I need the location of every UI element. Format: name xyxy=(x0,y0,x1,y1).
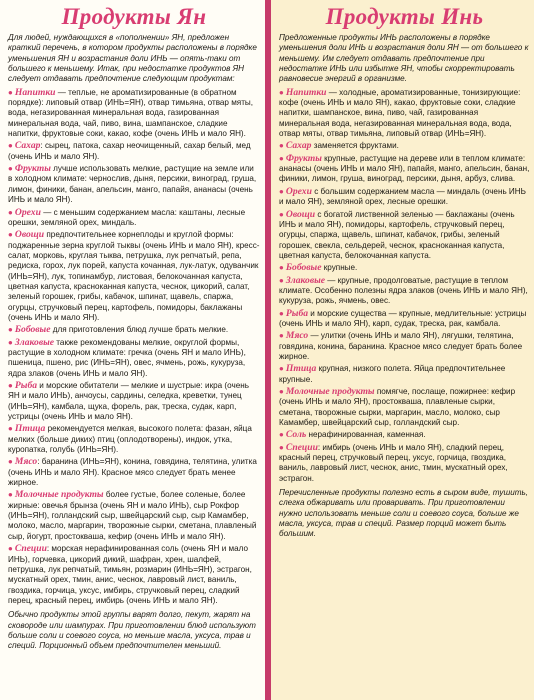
entry-term: Соль xyxy=(285,429,307,441)
bullet-icon: ● xyxy=(8,87,13,97)
bullet-icon: ● xyxy=(8,490,13,500)
bullet-icon: ● xyxy=(279,263,284,273)
yang-entry xyxy=(8,338,260,379)
entry-term: Напитки xyxy=(285,86,327,98)
entry-text: лучше использовать мелкие, растущие на земле или в холодном климате: чернослив, дыня, персики, виноград, груша, лимон, финики, банан, апельсин, манго, папайя, ананасы (очень ИНЬ и мало ЯН). xyxy=(8,164,257,205)
yin-entry xyxy=(279,309,530,330)
yang-entry xyxy=(8,544,260,606)
yin-entry xyxy=(279,387,530,428)
yin-entry xyxy=(279,443,530,484)
entry-text: помягче, послаще, пожирнее: кефир (очень ИНЬ и мало ЯН), простокваша, плавленые сырки, сметана, творожные сырки, маргарин, масло, молоко, сыр Камамбер, швейцарский сыр, голландский сыр. xyxy=(279,387,516,428)
yang-list xyxy=(8,88,260,607)
bullet-icon: ● xyxy=(8,325,13,335)
entry-text: предпочтительнее корнеплоды и круглой формы: поджаренные зерна круглой тыквы (очень ИНЬ и мало ЯН), кресс-салат, морковь, круглая тыква, петрушка, лук репчатый, репа, редиска, горох, лук порей, капуста кочанная, лук-латук, одуванчик (ИНЬ=ЯН), лук, топинамбур, листовая, белокочанная капуста, цветная капуста, красноканная капуста, чеснок, цикорий, салат, зеленый горошек, грибы, кабачок, шпинат, щавель, спаржа, огурцы, стручковый перец, картофель, помидоры, баклажаны (очень ИНЬ и мало ЯН). xyxy=(8,230,260,322)
bullet-icon: ● xyxy=(279,442,284,452)
yang-entry xyxy=(8,141,260,162)
entry-text: нерафинированная, каменная. xyxy=(308,430,426,440)
yang-column xyxy=(0,0,265,700)
entry-term: Специи xyxy=(285,441,318,453)
bullet-icon: ● xyxy=(279,153,284,163)
yang-entry xyxy=(8,88,260,140)
bullet-icon: ● xyxy=(279,141,284,151)
bullet-icon: ● xyxy=(8,230,13,240)
entry-text: : баранина (ИНЬ=ЯН), конина, говядина, телятина, улитка (очень ИНЬ и мало ЯН). Красное мясо следует брать менее жирное. xyxy=(8,457,257,488)
yang-intro: Для людей, нуждающихся в «пополнении» ЯН, предложен краткий перечень, в котором продукты расположены в порядке уменьшения ЯН и возрастания доли ИНЬ — опять-таки от большего к меньшему. Итак, при недостатке продуктов ЯН следует отдавать предпочтение следующим продуктам: xyxy=(8,33,257,84)
entry-term: Птица xyxy=(285,363,317,375)
entry-term: Овощи xyxy=(14,229,45,241)
bullet-icon: ● xyxy=(279,430,284,440)
bullet-icon: ● xyxy=(279,87,284,97)
entry-term: Специи xyxy=(14,543,47,555)
yin-outro: Перечисленные продукты полезно есть в сыром виде, тушить, слегка обжаривать или проваривать. При приготовлении нужно использовать меньше соли и соевого соуса, больше же масла, уксуса, трав и специй. Размер порций может быть большим. xyxy=(279,488,529,539)
bullet-icon: ● xyxy=(8,141,13,151)
entry-term: Молочные продукты xyxy=(14,489,104,501)
entry-term: Фрукты xyxy=(285,152,322,164)
entry-term: Птица xyxy=(14,423,46,435)
yin-entry xyxy=(279,141,530,151)
entry-text: заменяется фруктами. xyxy=(313,141,399,151)
entry-text: с богатой лиственной зеленью — баклажаны (очень ИНЬ и мало ЯН), помидоры, картофель, стручковый перец, огурцы, спаржа, щавель, шпинат, кабачок, грибы, зеленый горошек, свекла, сельдерей, чеснок, красноканная капуста, цветная капуста, белокочанная капуста. xyxy=(279,209,515,260)
bullet-icon: ● xyxy=(279,186,284,196)
yin-entry xyxy=(279,187,530,208)
yang-entry xyxy=(8,164,260,205)
bullet-icon: ● xyxy=(279,387,284,396)
entry-term: Фрукты xyxy=(14,163,51,175)
entry-term: Злаковые xyxy=(285,274,326,286)
entry-text: крупные. xyxy=(323,263,358,273)
entry-text: крупные, растущие на дереве или в теплом климате: ананасы (очень ИНЬ и мало ЯН), папайя, манго, апельсин, банан, финики, лимон, груша, виноград, персики, дыня, арбуз, слива. xyxy=(279,153,530,184)
entry-term: Сахар xyxy=(14,140,41,152)
entry-term: Рыба xyxy=(285,307,309,319)
bullet-icon: ● xyxy=(279,331,284,341)
bullet-icon: ● xyxy=(8,544,13,554)
entry-text: также рекомендованы мелкие, округлой формы, растущие в холодном климате: гречка (очень ЯН и мало ИНЬ), пшеница, пшено, рис (ИНЬ=ЯН), овес, ячмень, рожь, кукуруза, ядра злаков (очень ИНЬ и мало ЯН). xyxy=(8,337,246,378)
yang-entry xyxy=(8,424,260,455)
bullet-icon: ● xyxy=(8,457,13,467)
bullet-icon: ● xyxy=(279,209,284,219)
entry-text: рекомендуется мелкая, высокого полета: фазан, яйца мелких (больше диких) птиц (оплодотворены), индюк, утка, куропатка, голубь (ИНЬ=ЯН). xyxy=(8,424,252,455)
yin-intro: Предложенные продукты ИНЬ расположены в порядке уменьшения доли ИНЬ и возрастания доли ЯН — от большего к меньшему. Им следует отдавать предпочтение при недостатке ИНЬ или избытке ЯН, чтобы скорректировать равновесие энергий в организме. xyxy=(279,33,529,84)
entry-term: Рыба xyxy=(14,380,38,391)
entry-term: Молочные продукты xyxy=(285,386,375,397)
yin-title: Продукты Инь xyxy=(325,4,484,29)
entry-term: Напитки xyxy=(14,86,56,98)
yin-entry xyxy=(279,331,530,362)
entry-text: : сырец, патока, сахар неочищенный, сахар белый, мед (очень ИНЬ и мало ЯН). xyxy=(8,141,251,161)
entry-term: Орехи xyxy=(14,206,41,218)
entry-text: — с меньшим содержанием масла: каштаны, лесные орешки, земляной орех, миндаль. xyxy=(8,207,246,227)
yin-entry xyxy=(279,430,530,440)
yang-entry xyxy=(8,230,260,323)
yang-entry xyxy=(8,457,260,488)
yin-entry xyxy=(279,364,530,385)
entry-text: — крупные, продолговатые, растущие в теплом климате. Особенно полезны ядра злаков (очень ИНЬ и мало ЯН), кукуруза, рожь, ячмень, овес. xyxy=(279,275,528,306)
entry-text: : морская нерафинированная соль (очень ЯН и мало ИНЬ), горчевка, цикорий дикий, шафран, хрен, шалфей, петрушка, лук репчатый, тимьян, розмарин (ИНЬ=ЯН), эстрагон, мускатный орех, тмин, анис, чеснок, лавровый лист, ваниль, гвоздика, горчица, уксус, имбирь, стручковый перец, сладкий перец, красный перец, имбирь (очень ИНЬ и мало ЯН). xyxy=(8,544,252,605)
bullet-icon: ● xyxy=(8,164,13,174)
entry-text: с большим содержанием масла — миндаль (очень ИНЬ и мало ЯН), земляной орех, лесные орешки. xyxy=(279,186,526,207)
yin-column xyxy=(271,0,534,700)
yin-entry xyxy=(279,263,530,273)
entry-text: и морские обитатели — мелкие и шустрые: икра (очень ЯН и мало ИНЬ), анчоусы, сардины, селедка, креветки, тунец (ИНЬ=ЯН), камбала, щука, форель, рак, треска, судак, карп, устрицы (очень ИНЬ и мало ЯН). xyxy=(8,381,249,422)
yang-entry xyxy=(8,490,260,542)
yin-entry xyxy=(279,154,530,185)
yang-entry xyxy=(8,208,260,229)
yin-entry xyxy=(279,276,530,307)
yang-entry xyxy=(8,325,260,335)
bullet-icon: ● xyxy=(279,364,284,374)
bullet-icon: ● xyxy=(8,207,13,217)
entry-text: — холодные, ароматизированные, тонизирующие: кофе (очень ИНЬ и мало ЯН), какао, фруктовые соки, сладкие напитки, шампанское, вина, пиво, чай, газированная минеральная вода, негазированная минеральная вода, вода, отвар мяты, отвар тимьяна, липовый отвар (ИНЬ=ЯН). xyxy=(279,87,521,139)
yang-outro: Обычно продукты этой группы варят долго, пекут, жарят на сковороде или шампурах. При приготовлении блюд используют больше соли и соевого соуса, но меньше масла, уксуса, трав и специй. Порционный объем предпочтителен меньший. xyxy=(8,610,256,651)
entry-term: Бобовые xyxy=(14,324,51,336)
entry-term: Бобовые xyxy=(285,262,322,274)
bullet-icon: ● xyxy=(279,308,284,318)
yang-entry xyxy=(8,381,260,422)
entry-text: — улитки (очень ИНЬ и мало ЯН), лягушки, телятина, говядина, конина, баранина. Красное мясо следует брать более жирное. xyxy=(279,331,523,361)
entry-text: и морские существа — крупные, медлительные: устрицы (очень ИНЬ и мало ЯН), карп, судак, треска, рак, камбала. xyxy=(279,308,527,328)
bullet-icon: ● xyxy=(279,275,284,285)
entry-text: более густые, более соленые, более жирные: овечья брынза (очень ЯН и мало ИНЬ), сыр Рокфор (ИНЬ=ЯН), голландский сыр, швейцарский сыр, сыр Камамбер, молоко, масло, маргарин, творожные сырки, сметана, плавленый сыр, йогурт, простокваша, кефир (очень ИНЬ и мало ЯН). xyxy=(8,490,257,541)
entry-term: Злаковые xyxy=(14,336,55,348)
entry-term: Мясо xyxy=(14,456,38,468)
entry-term: Мясо xyxy=(285,330,309,342)
entry-term: Сахар xyxy=(285,140,312,152)
yang-title: Продукты Ян xyxy=(61,4,207,29)
entry-term: Овощи xyxy=(285,208,316,220)
bullet-icon: ● xyxy=(8,337,13,347)
entry-text: : имбирь (очень ИНЬ и мало ЯН), сладкий перец, красный перец, стручковый перец, уксус, горчица, гвоздика, ваниль, лавровый лист, чеснок, анис, тмин, мускатный орех, эстрагон. xyxy=(279,442,508,483)
yin-entry xyxy=(279,88,530,140)
yin-list xyxy=(279,88,530,484)
entry-text: для приготовления блюд лучше брать мелкие. xyxy=(52,325,229,335)
yin-entry xyxy=(279,210,530,262)
entry-text: — теплые, не ароматизированные (в обратном порядке): липовый отвар (ИНЬ=ЯН), отвар тимьяна, отвар мяты, вода, негазированная минеральная вода, газированная минеральная вода, чай, пиво, вина, шампанское, сладкие напитки, фруктовые соки, какао, кофе (очень ИНЬ и мало ЯН). xyxy=(8,87,254,139)
bullet-icon: ● xyxy=(8,424,13,434)
bullet-icon: ● xyxy=(8,381,13,390)
entry-term: Орехи xyxy=(285,185,312,197)
entry-text: крупная, низкого полета. Яйца предпочтительнее крупные. xyxy=(279,364,506,384)
